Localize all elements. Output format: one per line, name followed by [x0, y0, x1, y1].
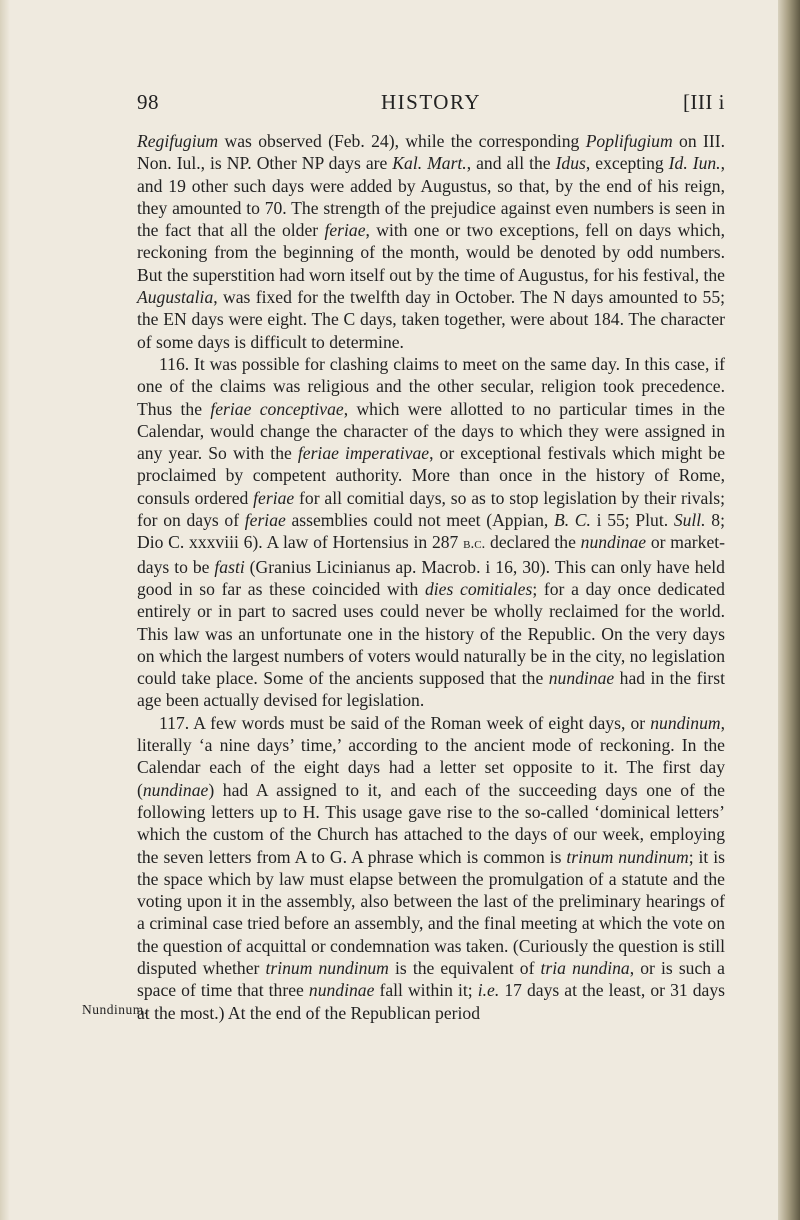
- body-text: [137, 130, 725, 1024]
- italic-run: fasti: [214, 556, 245, 577]
- italic-run: nundinae: [580, 532, 647, 553]
- italic-run: nundinae: [142, 779, 209, 800]
- text-run: , excepting: [585, 153, 669, 174]
- paragraph-116: [137, 353, 725, 712]
- italic-run: nundinae: [548, 668, 615, 689]
- text-run: , and all the: [466, 153, 556, 174]
- paragraph-117: [137, 712, 725, 1024]
- italic-run: Kal. Mart.: [392, 153, 467, 174]
- text-run: for all comitial days, so as to stop legislation by their rivals; for on days of: [137, 487, 725, 531]
- italic-run: tria nundina: [540, 957, 630, 978]
- text-run: ; it is the space which by law must elapse between the promulgation of a statute and the voting upon it in the assembly, also between the last of the preliminary hearings of a criminal case tried before an assembly, and the final meeting at which the vote on the question of acquittal or condemnation was taken. (Curiously the question is still disputed whether: [137, 846, 725, 978]
- text-run: , and 19 other such days were added by Augustus, so that, by the end of his reign, they amounted to 70. The strength of the prejudice against even numbers is seen in the fact that all the older: [137, 153, 725, 241]
- text-run: 8; Dio C. xxxviii 6). A law of Hortensius in 287: [137, 510, 725, 553]
- page-number: 98: [137, 90, 159, 114]
- italic-run: feriae: [244, 510, 286, 531]
- italic-run: Sull.: [673, 510, 706, 531]
- italic-run: feriae: [253, 487, 295, 508]
- margin-note: Nundinum.: [82, 1002, 148, 1017]
- text-run: 117. A few words must be said of the Roman week of eight days, or: [159, 712, 651, 733]
- italic-run: feriae imperativae: [297, 443, 430, 464]
- text-run: had in the first age been actually devised for legislation.: [137, 668, 725, 711]
- text-run: , was fixed for the twelfth day in October. The N days amounted to 55; the EN days were eight. The C days, taken together, were about 184. The character of some days is difficult to determine.: [137, 287, 725, 352]
- text-run: assemblies could not meet (Appian,: [285, 510, 554, 531]
- italic-run: nundinae: [308, 980, 375, 1001]
- text-run: 17 days at the least, or 31 days at the most.) At the end of the Republican period: [137, 980, 725, 1023]
- section-marker: [III i: [682, 90, 725, 114]
- text-run: (Granius Licinianus ap. Macrob. i 16, 30). This can only have held good in so far as these coincided with: [137, 556, 725, 599]
- italic-run: dies comitiales: [424, 578, 533, 599]
- italic-run: Id. Iun.: [668, 153, 721, 174]
- text-run: , which were allotted to no particular times in the Calendar, would change the character of the days to which they were assigned in any year. So with the: [137, 398, 725, 464]
- text-run: ; for a day once dedicated entirely or in part to sacred uses could never be wholly reclaimed for the world. This law was an unfortunate one in the history of the Republic. On the very days on which the largest numbers of voters would naturally be in the city, no legislation could take place. Some of the ancients supposed that the: [137, 578, 725, 689]
- text-run: is the equivalent of: [388, 957, 541, 978]
- text-run: declared the: [485, 532, 581, 553]
- italic-run: Augustalia: [137, 287, 214, 308]
- italic-run: feriae: [324, 220, 366, 241]
- italic-run: Poplifugium: [585, 131, 673, 151]
- text-run: i 55; Plut.: [590, 510, 674, 531]
- small-caps-run: b.c.: [463, 536, 486, 553]
- italic-run: i.e.: [477, 980, 500, 1001]
- running-title: HISTORY: [381, 90, 481, 114]
- text-run: was observed (Feb. 24), while the corresponding: [218, 131, 586, 151]
- text-run: , or exceptional festivals which might be proclaimed by competent authority. More than once in the history of Rome, consuls ordered: [137, 443, 726, 508]
- italic-run: B. C.: [553, 510, 591, 531]
- text-run: or market-days to be: [137, 532, 725, 577]
- text-run: on III. Non. Iul., is NP. Other NP days are: [137, 131, 725, 174]
- italic-run: trinum nundinum: [566, 846, 689, 867]
- italic-run: trinum nundinum: [265, 957, 389, 978]
- text-run: ) had A assigned to it, and each of the succeeding days one of the following letters up to H. This usage gave rise to the so-called ‘dominical letters’ which the custom of the Church has attached to the days of our week, employing the seven letters from A to G. A phrase which is common is: [137, 779, 725, 867]
- text-run: , with one or two exceptions, fell on days which, reckoning from the beginning of the month, would be denoted by odd numbers. But the superstition had worn itself out by the time of Augustus, for his festival, the: [137, 220, 725, 285]
- text-run: , or is such a space of time that three: [137, 957, 725, 1001]
- text-run: , literally ‘a nine days’ time,’ according to the ancient mode of reckoning. In the Calendar each of the eight days had a letter set opposite to it. The first day (: [137, 712, 725, 800]
- paragraph-1: [137, 130, 725, 353]
- page-header: [137, 90, 725, 120]
- page-right-edge: [778, 0, 800, 1220]
- italic-run: feriae conceptivae: [210, 398, 344, 419]
- page-left-shadow: [0, 0, 10, 1220]
- italic-run: Idus: [555, 153, 586, 174]
- text-run: fall within it;: [374, 980, 478, 1001]
- italic-run: Regifugium: [137, 131, 219, 151]
- text-run: 116. It was possible for clashing claims to meet on the same day. In this case, if one of the claims was religious and the other secular, religion took precedence. Thus the: [137, 353, 725, 419]
- italic-run: nundinum: [650, 712, 721, 733]
